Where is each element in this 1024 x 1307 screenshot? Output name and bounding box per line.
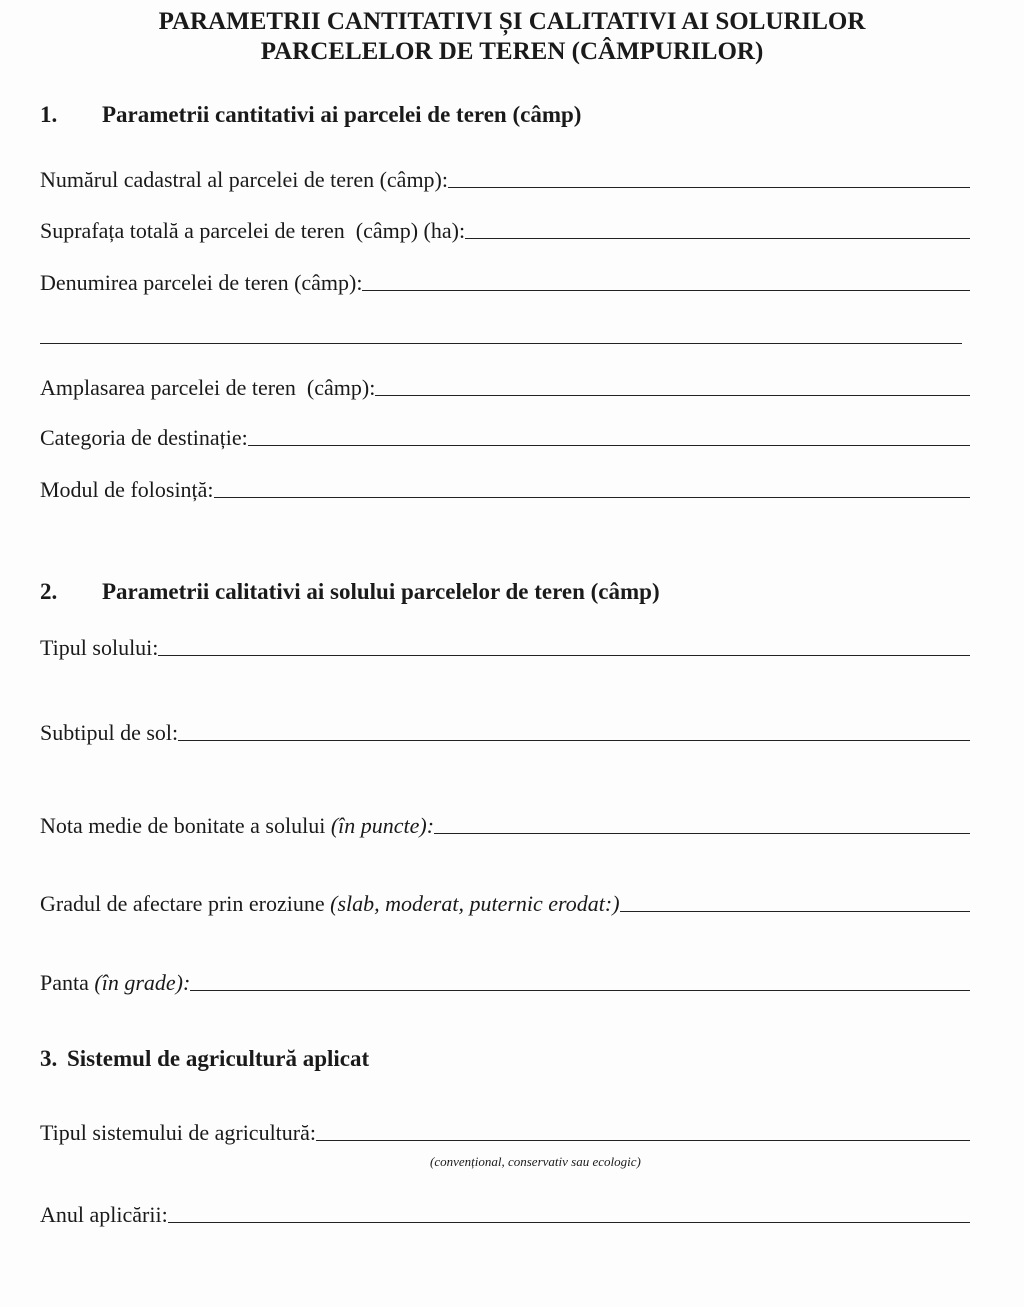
input-line[interactable] (214, 496, 970, 498)
input-line[interactable] (465, 237, 970, 239)
field-label: Amplasarea parcelei de teren (câmp): (40, 375, 376, 400)
field-hint: (convențional, conservativ sau ecologic) (430, 1154, 641, 1169)
section-title: Sistemul de agricultură aplicat (67, 1046, 370, 1071)
field-parcel-location[interactable] (40, 374, 970, 402)
field-label: Nota medie de bonitate a solului (40, 813, 331, 838)
field-label: Modul de folosință: (40, 477, 214, 502)
field-label: Panta (40, 970, 95, 995)
field-label: Tipul sistemului de agricultură: (40, 1120, 316, 1145)
input-line[interactable] (448, 186, 970, 188)
field-slope[interactable] (40, 969, 970, 997)
field-parcel-name[interactable] (40, 269, 970, 297)
input-line[interactable] (248, 444, 970, 446)
input-line[interactable] (362, 289, 970, 291)
field-label: Numărul cadastral al parcelei de teren (câmp): (40, 167, 448, 192)
input-line-continuation[interactable] (40, 343, 962, 344)
input-line[interactable] (620, 910, 970, 912)
field-application-year[interactable] (40, 1201, 970, 1229)
input-line[interactable] (434, 832, 970, 834)
section-title: Parametrii cantitativi ai parcelei de teren (câmp) (102, 102, 582, 127)
field-usage-mode[interactable] (40, 476, 970, 504)
field-erosion-degree[interactable] (40, 890, 970, 918)
field-soil-type[interactable] (40, 634, 970, 662)
field-label: Suprafața totală a parcelei de teren (câmp) (ha): (40, 218, 466, 243)
document-title-line-1: PARAMETRII CANTITATIVI ȘI CALITATIVI AI SOLURILOR (158, 8, 866, 35)
field-label: Categoria de destinație: (40, 425, 248, 450)
input-line[interactable] (316, 1139, 970, 1141)
field-total-area[interactable] (40, 217, 970, 245)
input-line[interactable] (168, 1221, 970, 1223)
section-2-heading (40, 578, 660, 606)
section-number: 2. (40, 579, 58, 604)
input-line[interactable] (375, 394, 970, 396)
section-number: 3. (40, 1046, 58, 1071)
input-line[interactable] (178, 739, 970, 741)
field-label: Tipul solului: (40, 635, 159, 660)
field-soil-subtype[interactable] (40, 719, 970, 747)
field-label: Anul aplicării: (40, 1202, 168, 1227)
field-label-note: (în grade): (94, 970, 191, 995)
field-label: Subtipul de sol: (40, 720, 179, 745)
section-number: 1. (40, 102, 58, 127)
field-label: Denumirea parcelei de teren (câmp): (40, 270, 363, 295)
document-title-line-2: PARCELELOR DE TEREN (CÂMPURILOR) (260, 38, 764, 65)
field-cadastral-number[interactable] (40, 166, 970, 194)
field-label-note: (slab, moderat, puternic erodat:) (330, 891, 620, 916)
field-label-note: (în puncte): (330, 813, 435, 838)
field-destination-category[interactable] (40, 424, 970, 452)
field-label: Gradul de afectare prin eroziune (40, 891, 331, 916)
section-title: Parametrii calitativi ai solului parcelelor de teren (câmp) (102, 579, 660, 604)
field-soil-score[interactable] (40, 812, 970, 840)
section-3-heading (40, 1045, 369, 1073)
section-1-heading (40, 101, 581, 129)
input-line[interactable] (158, 654, 970, 656)
input-line[interactable] (190, 989, 970, 991)
field-agriculture-system-type[interactable] (40, 1119, 970, 1147)
